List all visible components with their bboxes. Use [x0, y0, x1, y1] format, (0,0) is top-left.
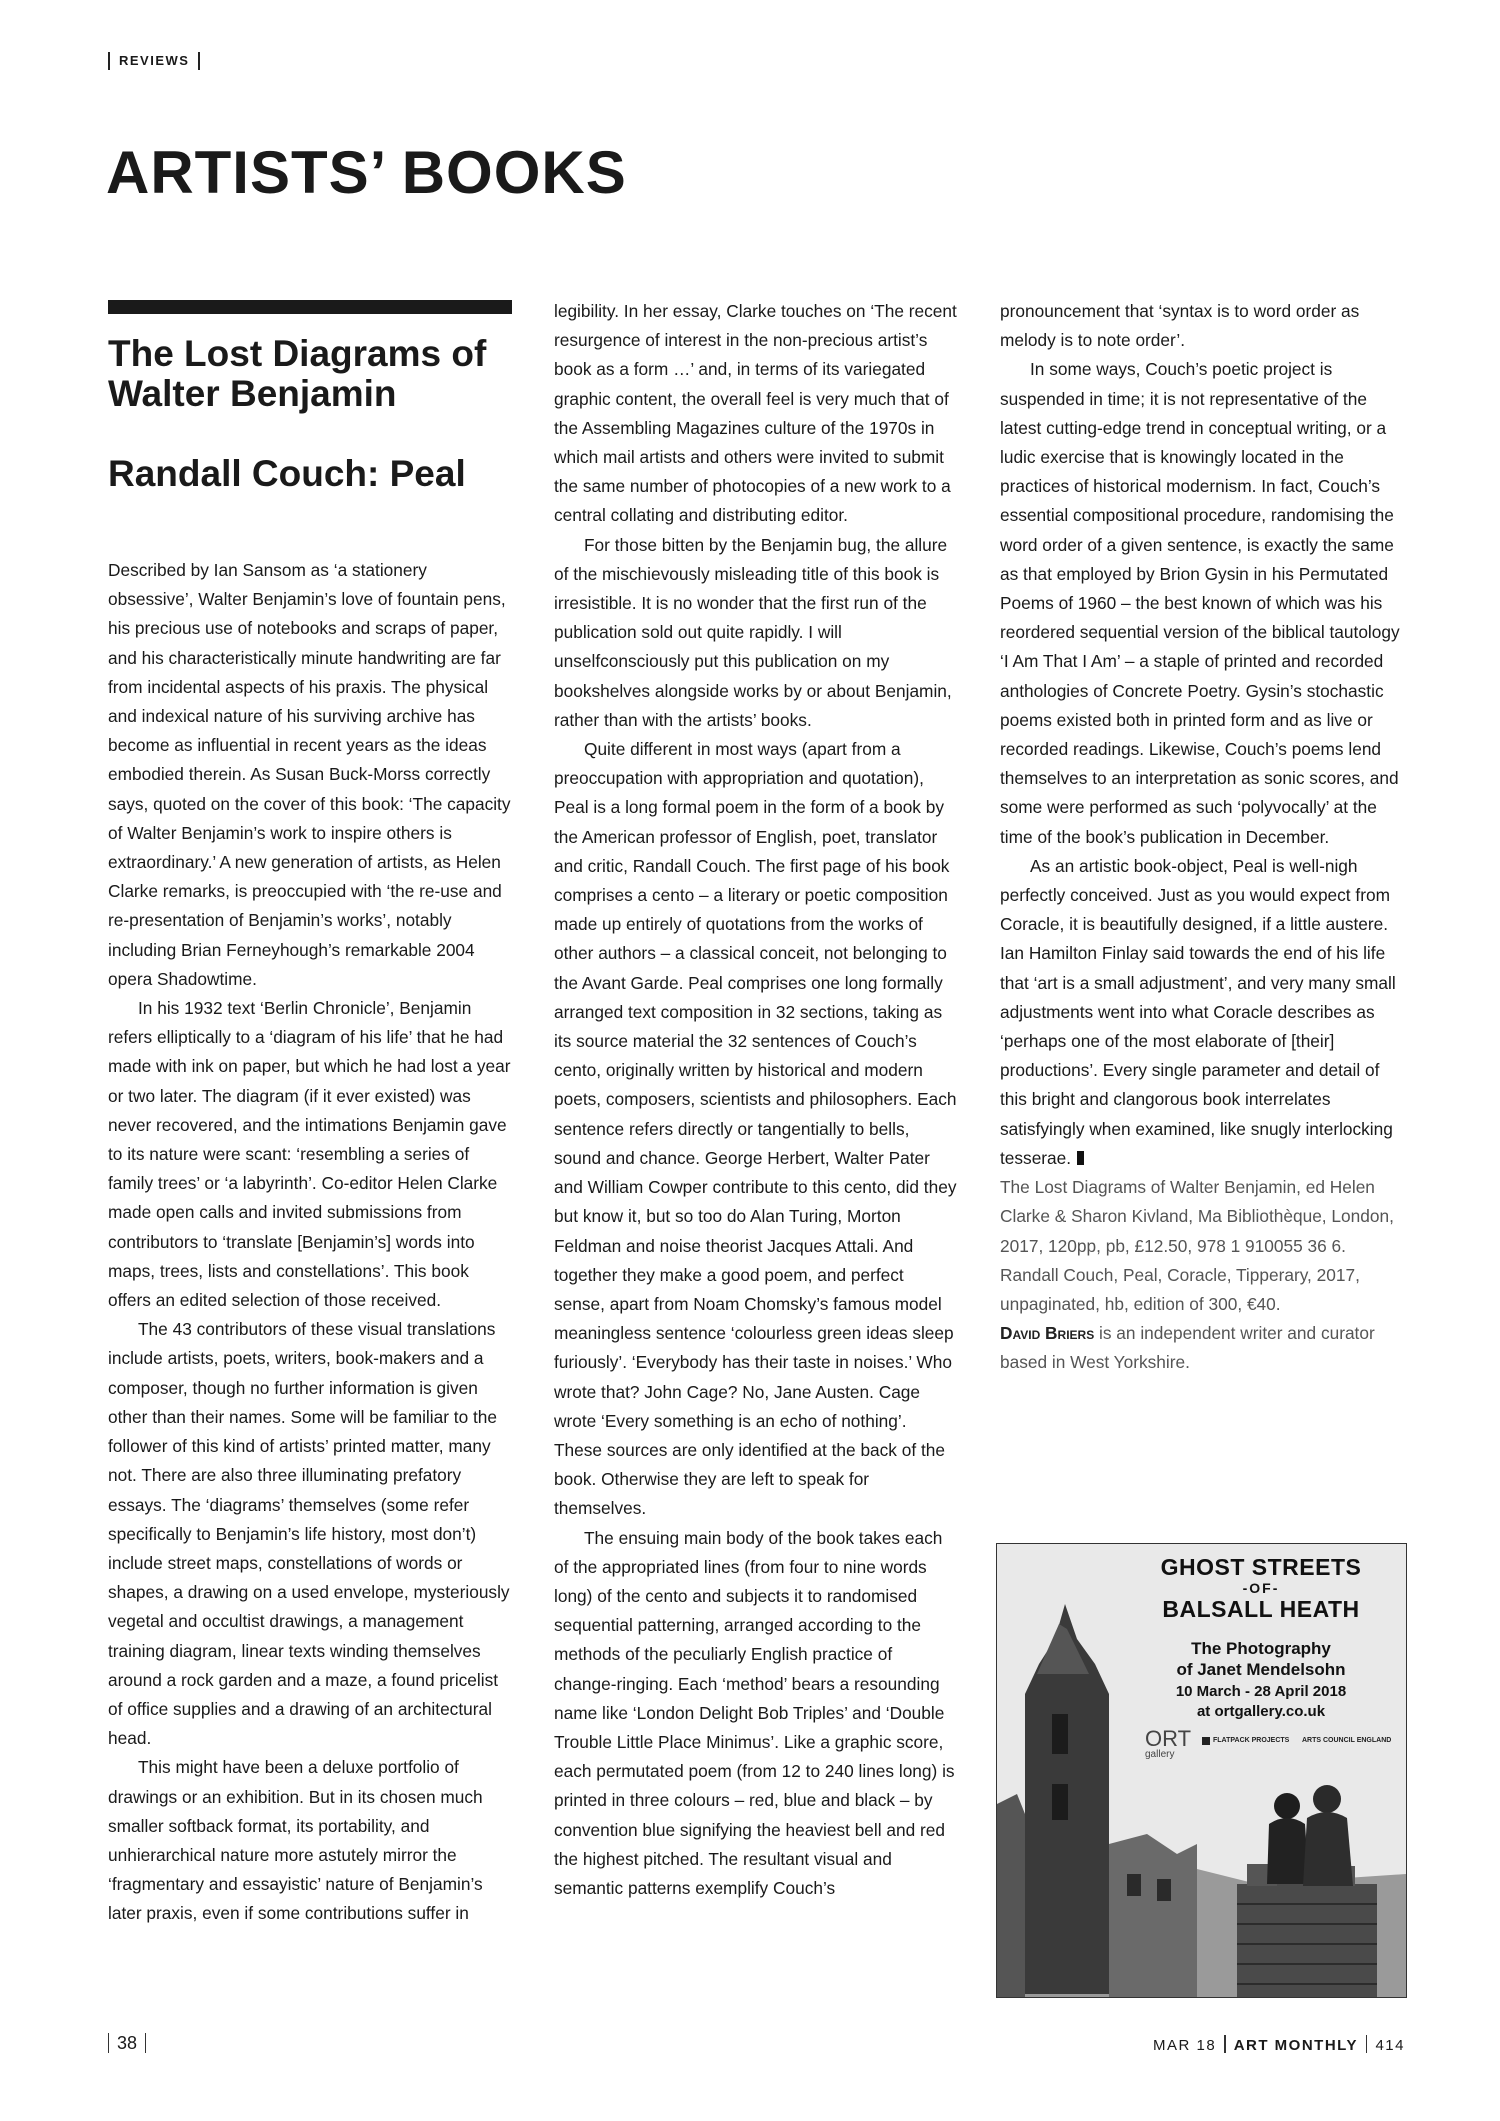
author-bio [1000, 1319, 1404, 1377]
article-column-1 [108, 300, 512, 1929]
article-title: The Lost Diagrams of Walter Benjamin [108, 333, 487, 414]
article-column-2 [554, 297, 958, 1903]
paragraph: Described by Ian Sansom as ‘a stationery obsessive’, Walter Benjamin’s love of fountain pens, his precious use of notebooks and scraps of paper, and his characteristically minute handwriting are far from incidental aspects of his praxis. The physical and indexical nature of his surviving archive has become as influential in recent years as the ideas embodied therein. As Susan Buck-Morss correctly says, quoted on the cover of this book: ‘The capacity of Walter Benjamin’s work to inspire others is extraordinary.’ A new generation of artists, as Helen Clarke remarks, is preoccupied with ‘the re-use and re-presentation of Benjamin’s works’, notably including Brian Ferneyhough’s remarkable 2004 opera Shadowtime. [108, 560, 511, 989]
paragraph-text: As an artistic book-object, Peal is well-nigh perfectly conceived. Just as you would expect from Coracle, it is beautifully designed, if a little austere. Ian Hamilton Finlay said towards the end of his life that ‘art is a small adjustment’, and very many small adjustments went into what Coracle describes as ‘perhaps one of the most elaborate of [their] productions’. Every single parameter and detail of this bright and clangorous book interrelates satisfyingly when examined, like snugly interlocking tesserae. [1000, 855, 1396, 1168]
section-tag: REVIEWS [108, 52, 200, 70]
divider [1224, 2035, 1226, 2053]
divider [1366, 2035, 1368, 2053]
author-name: David Briers [1000, 1323, 1095, 1344]
issue-date: MAR 18 [1153, 2037, 1217, 2054]
bibliography-entry: The Lost Diagrams of Walter Benjamin, ed Helen Clarke & Sharon Kivland, Ma Bibliothèque, London, 2017, 120pp, pb, £12.50, 978 1 910055 36 6. [1000, 1177, 1394, 1256]
heading-rule [108, 300, 512, 314]
paragraph: pronouncement that ‘syntax is to word order as melody is to note order’. [1000, 301, 1360, 351]
end-mark-icon [1077, 1151, 1084, 1165]
ad-subtitle-line: of Janet Mendelsohn [1176, 1660, 1346, 1679]
ad-subtitle [1122, 1638, 1400, 1680]
ad-subtitle-line: The Photography [1191, 1639, 1331, 1658]
ort-gallery-logo [1145, 1726, 1192, 1760]
paragraph: This might have been a deluxe portfolio of drawings or an exhibition. But in its chosen much smaller softback format, its portability, and unhierarchical nature more astutely mirror the ‘fragmentary and essayistic’ nature of Benjamin’s later praxis, even if some contributions suffer in [108, 1757, 483, 1924]
ad-title: BALSALL HEATH [1162, 1596, 1360, 1622]
paragraph: The ensuing main body of the book takes each of the appropriated lines (from four to nine words long) of the cento and subjects it to randomised sequential patterning, arranged according to the methods of the peculiarly English practice of change-ringing. Each ‘method’ bears a resounding name like ‘London Delight Bob Triples’ and ‘Double Trouble Little Place Minimus’. Like a graphic score, each permutated poem (from 12 to 240 lines long) is printed in three colours – red, blue and black – by convention blue signifying the heaviest bell and red the highest pitched. The resultant visual and semantic patterns exemplify Couch’s [554, 1527, 955, 1898]
ad-website[interactable]: at ortgallery.co.uk [1196, 1703, 1326, 1720]
paragraph: In some ways, Couch’s poetic project is suspended in time; it is not representative of the latest cutting-edge trend in conceptual writing, or a ludic exercise that is knowingly located in the practices of historical modernism. In fact, Couch’s essential compositional procedure, randomising the word order of a given sentence, is exactly the same as that employed by Brion Gysin in his Permutated Poems of 1960 – the best known of which was his reordered sequential version of the biblical tautology ‘I Am That I Am’ – a staple of printed and recorded anthologies of Concrete Poetry. Gysin’s stochastic poems existed both in printed form and as live or recorded readings. Likewise, Couch’s poems lend themselves to an interpretation as sonic scores, and some were performed as such ‘polyvocally’ at the time of the book’s publication in December. [1000, 359, 1400, 847]
page-title: ARTISTS’ BOOKS [106, 139, 627, 206]
author-bio-text: is an independent writer and curator based in West Yorkshire. [1000, 1323, 1375, 1373]
page-number: 38 [108, 2033, 146, 2053]
paragraph: In his 1932 text ‘Berlin Chronicle’, Benjamin refers elliptically to a ‘diagram of his life’ that he had made with ink on paper, but which he had lost a year or two later. The diagram (if it ever existed) was never recovered, and the intimations Benjamin gave to its nature were scant: ‘resembling a series of family trees’ or ‘a labyrinth’. Co-editor Helen Clarke made open calls and invited submissions from contributors to ‘translate [Benjamin’s] words into maps, trees, lists and constellations’. This book offers an edited selection of those received. [108, 998, 511, 1311]
arts-council-logo: ARTS COUNCIL ENGLAND [1302, 1737, 1392, 1744]
article-column-3 [1000, 297, 1404, 1378]
paragraph: legibility. In her essay, Clarke touches on ‘The recent resurgence of interest in the non-precious artist’s book as a form …’ and, in terms of its variegated graphic content, the overall feel is very much that of the Assembling Magazines culture of the 1970s in which mail artists and others were invited to submit the same number of photocopies of a new work to a central collating and distributing editor. [554, 301, 957, 526]
paragraph-last [1000, 852, 1404, 1173]
ad-title: GHOST STREETS [1160, 1554, 1362, 1580]
running-footer [1153, 2035, 1405, 2056]
paragraph: For those bitten by the Benjamin bug, the allure of the mischievously misleading title of this book is irresistible. It is no wonder that the first run of the publication sold out quite rapidly. I will unselfconsciously put this publication on my bookshelves alongside works by or about Benjamin, rather than with the artists’ books. [554, 534, 952, 730]
paragraph: The 43 contributors of these visual translations include artists, poets, writers, book-makers and a composer, though no further information is given other than their names. Some will be familiar to the follower of this kind of artists’ printed matter, many not. There are also three illuminating prefatory essays. The ‘diagrams’ themselves (some refer specifically to Benjamin’s life history, most don’t) include street maps, constellations of words or shapes, a drawing on a used envelope, mysteriously vegetal and occultist drawings, a management training diagram, linear texts winding themselves around a rock garden and a maze, a found pricelist of office supplies and a drawing of an architectural head. [108, 1319, 510, 1749]
flatpack-logo: FLATPACK PROJECTS [1202, 1737, 1289, 1745]
magazine-name: ART MONTHLY [1233, 2037, 1358, 2054]
ort-logo-text: ORT [1145, 1726, 1192, 1751]
ad-text-block [1122, 1554, 1400, 1722]
advertisement[interactable] [996, 1543, 1407, 1998]
issue-number: 414 [1375, 2037, 1405, 2054]
ort-logo-sub: gallery [1145, 1749, 1175, 1760]
paragraph: Quite different in most ways (apart from a preoccupation with appropriation and quotation), Peal is a long formal poem in the form of a book by the American professor of English, poet, translator and critic, Randall Couch. The first page of his book comprises a cento – a literary or poetic composition made up entirely of quotations from the works of other authors – a classical conceit, not belonging to the Avant Garde. Peal comprises one long formally arranged text composition in 32 sections, taking as its source material the 32 sentences of Couch’s cento, originally written by historical and modern poets, composers, scientists and philosophers. Each sentence refers directly or tangentially to bells, sound and chance. George Herbert, Walter Pater and William Cowper contribute to this cento, did they but know it, but so too do Alan Turing, Morton Feldman and noise theorist Jacques Attali. And together they make a good poem, and perfect sense, apart from Noam Chomsky’s famous model meaningless sentence ‘colourless green ideas sleep furiously’. ‘Everybody has their taste in noises.’ Who wrote that? John Cage? No, Jane Austen. Cage wrote ‘Every something is an echo of nothing’. These sources are only identified at the back of the book. Otherwise they are left to speak for themselves. [554, 739, 957, 1519]
article-subtitle: Randall Couch: Peal [108, 453, 466, 494]
bibliography-entry: Randall Couch, Peal, Coracle, Tipperary, 2017, unpaginated, hb, edition of 300, €40. [1000, 1264, 1360, 1314]
ad-dates: 10 March - 28 April 2018 [1175, 1683, 1347, 1700]
ad-title-connector: -OF- [1242, 1580, 1280, 1596]
